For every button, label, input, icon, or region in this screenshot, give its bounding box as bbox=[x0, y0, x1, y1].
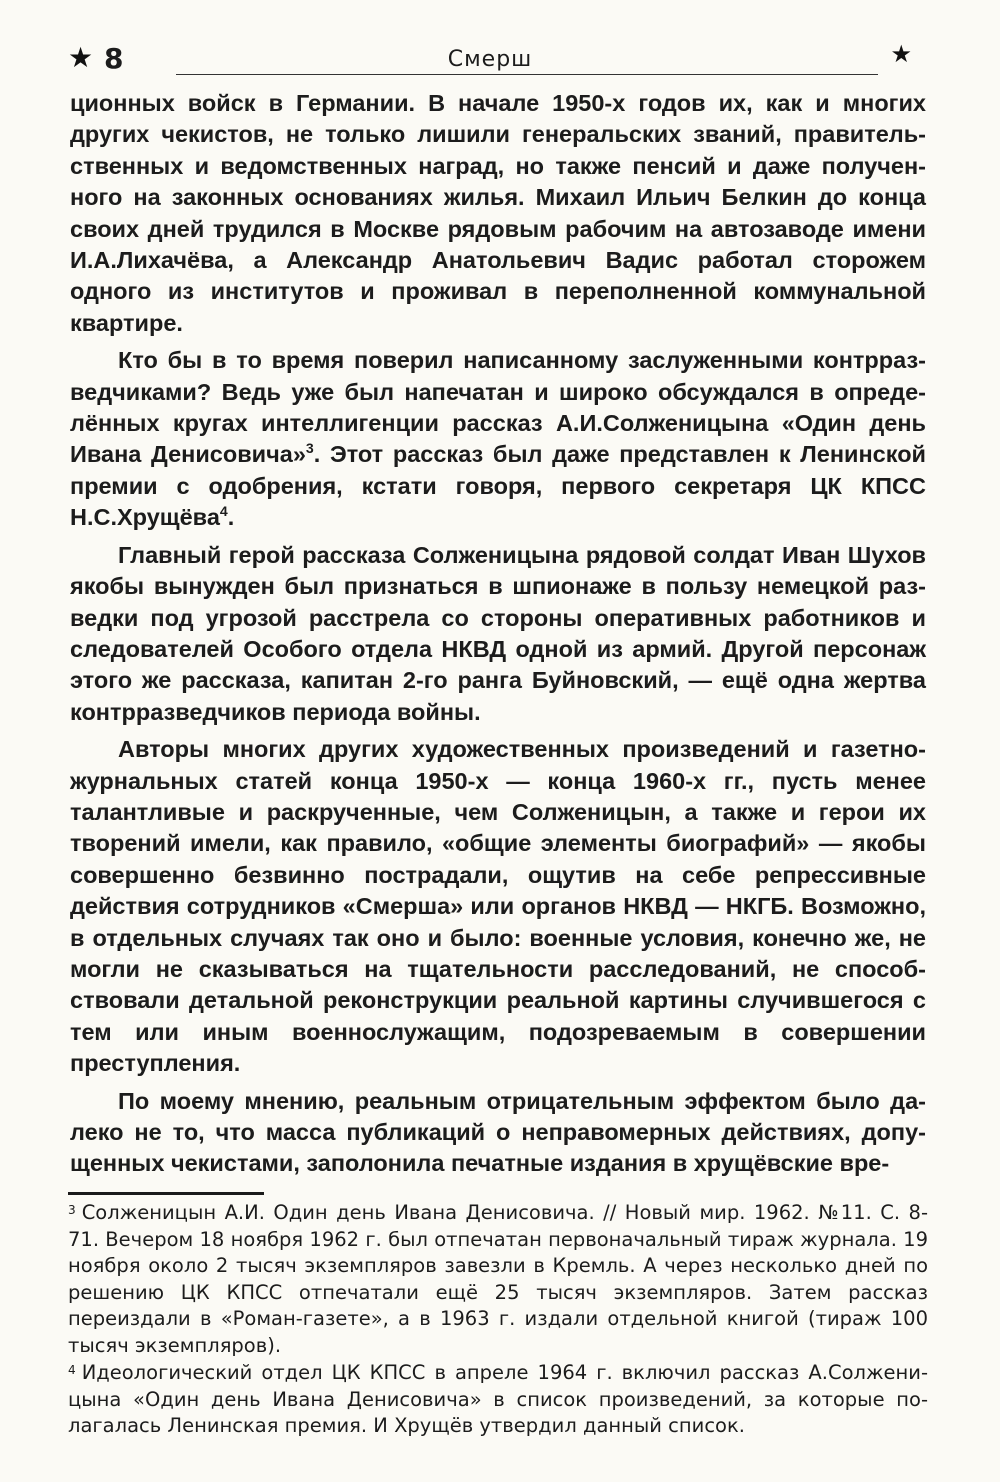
running-header bbox=[68, 38, 912, 78]
footnote-separator bbox=[68, 1192, 264, 1195]
paragraph bbox=[70, 345, 926, 533]
paragraph: Авторы многих других художественных произведений и газетно-журнальных статей конца 1950-х — конца 1960-х гг., пусть менее талантливые и раскрученные, чем Солженицын, а также и герои их творений имели, как правило, «общие элементы биографий» — якобы совершенно безвинно пострадали, ощутив на себе репрессивные действия сотрудников «Смерша» или органов НКВД — НКГБ. Возможно, в отдельных случаях так оно и было: военные условия, конечно же, не могли не сказываться на тщательности расследований, не способствовали детальной реконструкции реальной картины случившегося с тем или иным военнослужащим, подозреваемым в совершении преступления. bbox=[70, 736, 926, 1077]
page-number: 8 bbox=[104, 42, 124, 75]
footnote bbox=[68, 1200, 928, 1359]
footnote-text: Солженицын А.И. Один день Ивана Денисовича. // Новый мир. 1962. №11. С. 8-71. Вечером 18 ноября 1962 г. был отпечатан первоначальный тираж журнала. 19 ноября около 2 тысяч экземпляров завезли в Кремль. А через несколько дней по решению ЦК КПСС отпечатали ещё 25 тысяч экземпляров. Затем рассказ переиздали в «Роман-газете», а в 1963 г. издали отдельной книгой (тираж 100 тысяч экземпляров). bbox=[68, 1201, 928, 1357]
star-icon: ★ bbox=[890, 40, 912, 68]
paragraph-continuation: ционных войск в Германии. В начале 1950-х годов их, как и многих других чекистов, не только лишили генеральских званий, правительственных и ведомственных наград, но также пенсий и даже полученного на законных основаниях жилья. Михаил Ильич Белкин до конца своих дней трудился в Москве рядовым рабочим на автозаводе имени И.А.Лихачёва, а Александр Анатольевич Вадис работал сторожем одного из институтов и проживал в переполненной коммунальной квартире. bbox=[70, 90, 926, 336]
footnote-number: 4 bbox=[68, 1362, 76, 1377]
star-icon: ★ bbox=[68, 41, 94, 74]
footnote-number: 3 bbox=[68, 1202, 76, 1217]
paragraph-text: . Этот рассказ был даже представлен к Ленинской премии с одобрения, кстати говоря, первого секретаря ЦК КПСС Н.С.Хрущёва bbox=[70, 441, 926, 531]
paragraph: Главный герой рассказа Солженицына рядовой солдат Иван Шухов якобы вынужден был признаться в шпионаже в пользу немецкой разведки под угрозой расстрела со стороны оперативных работников и следователей Особого отдела НКВД одной из армий. Другой персонаж этого же рассказа, капитан 2-го ранга Буйновский, — ещё одна жертва контрразведчиков периода войны. bbox=[70, 541, 926, 725]
paragraph: По моему мнению, реальным отрицательным эффектом было далеко не то, что масса публикаций о неправомерных действиях, допущенных чекистами, заполонила печатные издания в хрущёвские вре- bbox=[70, 1087, 926, 1177]
footnote-text: Идеологический отдел ЦК КПСС в апреле 1964 г. включил рассказ А.Солженицына «Один день Ивана Денисовича» в список произведений, за которые полагалась Ленинская премия. И Хрущёв утвердил данный список. bbox=[68, 1361, 928, 1437]
paragraph-text: . bbox=[227, 504, 235, 531]
paragraph-text: Кто бы в то время поверил написанному заслуженными контрразведчиками? Ведь уже был напечатан и широко обсуждался в определённых кругах интеллигенции рассказ А.И.Солженицына «Один день Ивана Денисовича» bbox=[70, 347, 926, 468]
footnote bbox=[68, 1360, 928, 1440]
footnote-ref[interactable]: 3 bbox=[305, 440, 314, 457]
footnote-ref[interactable]: 4 bbox=[219, 503, 228, 520]
header-rule bbox=[176, 74, 878, 75]
running-title: Смерш bbox=[447, 47, 533, 72]
footnotes bbox=[68, 1200, 928, 1440]
main-text bbox=[70, 88, 926, 1180]
